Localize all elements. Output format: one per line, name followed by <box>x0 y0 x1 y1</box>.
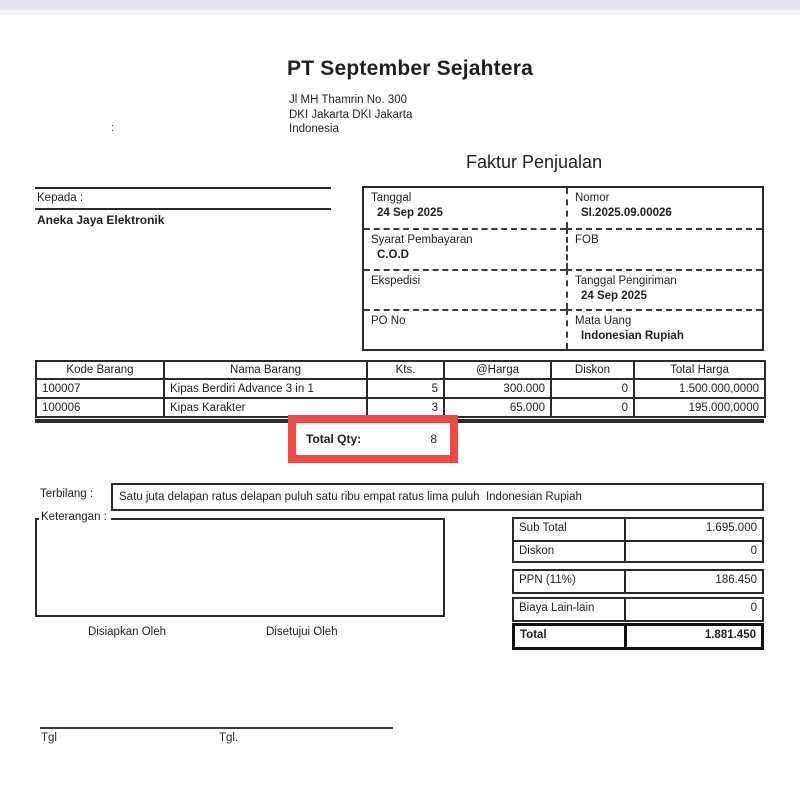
item1-nama: Kipas Berdiri Advance 3 in 1 <box>164 379 367 398</box>
ppn-label: PPN (11%) <box>514 571 626 592</box>
subtotal-value: 1.695.000 <box>705 522 757 534</box>
document-title: Faktur Penjualan <box>466 152 603 172</box>
recipient-label: Kepada : <box>37 192 84 204</box>
grand-total-label: Total <box>515 626 627 647</box>
info-fob-label: FOB <box>574 234 599 247</box>
grand-total-row <box>515 626 761 647</box>
approved-by-label: Disetujui Oleh <box>266 626 338 638</box>
info-ekspedisi <box>364 269 566 309</box>
diskon-row <box>514 540 762 561</box>
terbilang-box: Satu juta delapan ratus delapan puluh satu ribu empat ratus lima puluh Indonesian Rupiah <box>111 483 764 511</box>
biaya-lain-row <box>514 599 762 620</box>
info-nomor-value: SI.2025.09.00026 <box>580 207 672 219</box>
info-tanggal-pengiriman <box>566 269 762 309</box>
col-header-kts: Kts. <box>367 361 444 379</box>
info-po-label: PO No <box>371 314 406 327</box>
keterangan-label: Keterangan : <box>39 511 111 523</box>
company-address-line2: DKI Jakarta DKI Jakarta <box>289 108 413 121</box>
faint-colon-mark: : <box>111 122 115 134</box>
info-nomor <box>566 188 762 228</box>
item1-total: 1.500.000,0000 <box>634 379 765 398</box>
item2-total: 195.000,0000 <box>634 398 765 417</box>
col-header-harga: @Harga <box>444 361 551 379</box>
total-qty-label: Total Qty: <box>306 432 362 446</box>
biaya-lain-label: Biaya Lain-lain <box>514 599 626 620</box>
tgl-left-label: Tgl <box>41 732 57 744</box>
col-header-kode-barang: Kode Barang <box>36 361 164 379</box>
info-ekspedisi-label: Ekspedisi <box>371 274 421 287</box>
item2-harga: 65.000 <box>444 398 551 417</box>
totals-subtotal-diskon-box <box>512 517 764 563</box>
totals-grand-total-box <box>512 623 764 650</box>
info-po-no <box>364 309 566 349</box>
items-header-row <box>36 361 765 379</box>
item2-diskon: 0 <box>551 398 634 417</box>
grand-total-value: 1.881.450 <box>704 629 756 641</box>
info-fob <box>566 228 762 268</box>
item2-nama: Kipas Karakter <box>164 398 367 417</box>
totals-ppn-box <box>512 569 764 594</box>
col-header-nama-barang: Nama Barang <box>164 361 367 379</box>
window-top-strip <box>0 0 800 10</box>
col-header-total-harga: Total Harga <box>634 361 765 379</box>
info-tanggal-value: 24 Sep 2025 <box>377 207 443 219</box>
info-mata-uang-label: Mata Uang <box>574 314 632 327</box>
info-nomor-label: Nomor <box>574 192 610 204</box>
info-syarat-pembayaran <box>364 228 566 268</box>
info-tgl-kirim-label: Tanggal Pengiriman <box>574 274 677 287</box>
info-mata-uang-value: Indonesian Rupiah <box>580 329 684 342</box>
recipient-rule-top <box>35 187 331 189</box>
biaya-lain-value: 0 <box>750 602 757 614</box>
diskon-value: 0 <box>750 545 757 557</box>
terbilang-label: Terbilang : <box>40 488 94 500</box>
info-syarat-value: C.O.D <box>377 249 409 262</box>
recipient-name: Aneka Jaya Elektronik <box>37 213 165 227</box>
company-address-line1: Jl MH Thamrin No. 300 <box>289 94 408 106</box>
info-tanggal <box>364 188 566 228</box>
info-mata-uang <box>566 309 762 349</box>
item1-kts: 5 <box>367 379 444 398</box>
item-row-1 <box>36 379 765 398</box>
keterangan-box <box>35 518 445 617</box>
diskon-label: Diskon <box>514 542 626 561</box>
total-qty-highlight-box <box>288 415 458 463</box>
company-address <box>289 93 412 137</box>
item1-kode: 100007 <box>36 379 164 398</box>
info-syarat-label: Syarat Pembayaran <box>371 234 473 247</box>
item2-kts: 3 <box>367 398 444 417</box>
total-qty-value: 8 <box>430 432 437 446</box>
item1-harga: 300.000 <box>444 379 551 398</box>
subtotal-row <box>514 519 762 540</box>
subtotal-label: Sub Total <box>514 519 626 540</box>
info-tanggal-label: Tanggal <box>371 192 412 204</box>
item2-kode: 100006 <box>36 398 164 417</box>
prepared-by-label: Disiapkan Oleh <box>88 626 166 638</box>
col-header-diskon: Diskon <box>551 361 634 379</box>
invoice-info-box <box>362 186 764 351</box>
ppn-value: 186.450 <box>715 574 757 586</box>
company-address-line3: Indonesia <box>289 123 339 135</box>
info-tgl-kirim-value: 24 Sep 2025 <box>580 289 647 302</box>
company-name: PT September Sejahtera <box>287 57 533 80</box>
items-table <box>35 360 766 418</box>
tgl-right-label: Tgl. <box>219 732 239 744</box>
date-signature-line <box>40 727 393 729</box>
recipient-rule-bottom <box>35 208 331 210</box>
item1-diskon: 0 <box>551 379 634 398</box>
ppn-row <box>514 571 762 592</box>
totals-biaya-lain-box <box>512 597 764 622</box>
window-top-strip-shadow <box>0 10 800 15</box>
